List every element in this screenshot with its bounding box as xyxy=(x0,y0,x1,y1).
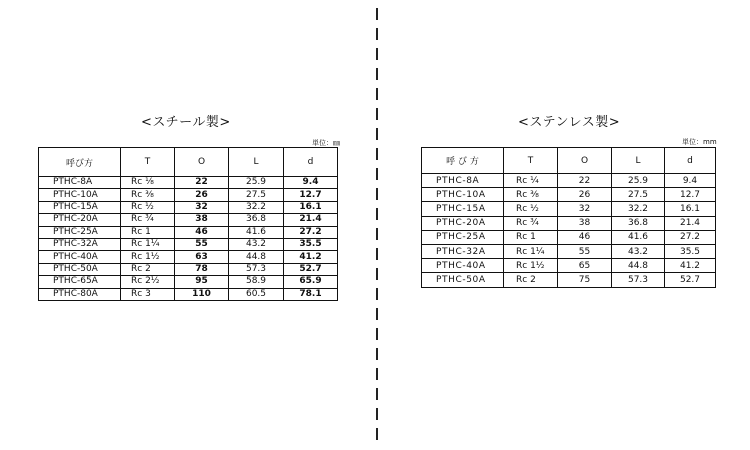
cell-d: 21.4 xyxy=(284,214,338,226)
cell-designation: PTHC-20A xyxy=(422,216,504,230)
cell-designation: PTHC-10A xyxy=(39,189,121,201)
cell-l: 58.9 xyxy=(229,276,284,288)
divider-dash xyxy=(376,8,378,20)
steel-dimension-table xyxy=(38,147,338,301)
table-row xyxy=(39,226,338,238)
header-d: d xyxy=(665,148,716,174)
table-row xyxy=(422,188,716,202)
steel-title: <スチール製> xyxy=(141,115,231,130)
table-row xyxy=(39,201,338,213)
cell-d: 27.2 xyxy=(284,226,338,238)
cell-o: 78 xyxy=(175,263,229,275)
cell-thread: Rc 2 xyxy=(121,263,175,275)
cell-o: 55 xyxy=(175,238,229,250)
table-row xyxy=(39,189,338,201)
table-row xyxy=(39,276,338,288)
divider-dash xyxy=(376,388,378,400)
header-designation: 呼 び 方 xyxy=(422,148,504,174)
divider-dash xyxy=(376,68,378,80)
header-d: d xyxy=(284,148,338,177)
cell-designation: PTHC-32A xyxy=(39,238,121,250)
cell-thread: Rc ¼ xyxy=(504,174,558,188)
cell-designation: PTHC-8A xyxy=(422,174,504,188)
divider-dash xyxy=(376,428,378,440)
cell-l: 36.8 xyxy=(612,216,665,230)
header-o: O xyxy=(175,148,229,177)
cell-thread: Rc 1 xyxy=(504,230,558,244)
cell-o: 55 xyxy=(558,244,612,258)
header-l: L xyxy=(229,148,284,177)
divider-dash xyxy=(376,108,378,120)
cell-thread: Rc ½ xyxy=(504,202,558,216)
cell-l: 27.5 xyxy=(612,188,665,202)
cell-l: 57.3 xyxy=(612,273,665,287)
cell-thread: Rc 1¼ xyxy=(121,238,175,250)
cell-designation: PTHC-50A xyxy=(39,263,121,275)
cell-designation: PTHC-80A xyxy=(39,288,121,300)
cell-d: 52.7 xyxy=(665,273,716,287)
table-row xyxy=(422,273,716,287)
cell-thread: Rc ¾ xyxy=(504,216,558,230)
divider-dash xyxy=(376,268,378,280)
cell-o: 95 xyxy=(175,276,229,288)
table-row xyxy=(39,214,338,226)
cell-designation: PTHC-65A xyxy=(39,276,121,288)
cell-designation: PTHC-40A xyxy=(422,259,504,273)
cell-thread: Rc ¾ xyxy=(121,214,175,226)
cell-l: 44.8 xyxy=(612,259,665,273)
table-row xyxy=(39,263,338,275)
stainless-dimension-table xyxy=(421,147,716,288)
table-row xyxy=(422,259,716,273)
header-o: O xyxy=(558,148,612,174)
cell-o: 63 xyxy=(175,251,229,263)
table-row xyxy=(39,238,338,250)
cell-thread: Rc ½ xyxy=(121,201,175,213)
cell-d: 41.2 xyxy=(665,259,716,273)
cell-d: 35.5 xyxy=(665,244,716,258)
cell-o: 110 xyxy=(175,288,229,300)
divider-dash xyxy=(376,328,378,340)
table-header-row xyxy=(422,148,716,174)
cell-thread: Rc 1½ xyxy=(121,251,175,263)
cell-d: 52.7 xyxy=(284,263,338,275)
center-divider xyxy=(376,8,378,444)
divider-dash xyxy=(376,148,378,160)
cell-o: 22 xyxy=(175,177,229,189)
cell-designation: PTHC-15A xyxy=(39,201,121,213)
cell-designation: PTHC-32A xyxy=(422,244,504,258)
cell-thread: Rc 2½ xyxy=(121,276,175,288)
header-l: L xyxy=(612,148,665,174)
cell-thread: Rc ⅜ xyxy=(504,188,558,202)
cell-l: 36.8 xyxy=(229,214,284,226)
divider-dash xyxy=(376,128,378,140)
table-header-row xyxy=(39,148,338,177)
table-row xyxy=(422,230,716,244)
cell-designation: PTHC-10A xyxy=(422,188,504,202)
stainless-title: <ステンレス製> xyxy=(518,115,621,130)
divider-dash xyxy=(376,288,378,300)
cell-l: 25.9 xyxy=(612,174,665,188)
cell-d: 12.7 xyxy=(665,188,716,202)
divider-dash xyxy=(376,308,378,320)
cell-d: 35.5 xyxy=(284,238,338,250)
cell-o: 38 xyxy=(175,214,229,226)
divider-dash xyxy=(376,88,378,100)
table-row xyxy=(422,202,716,216)
stainless-unit-label: 単位：mm xyxy=(682,138,717,146)
cell-l: 32.2 xyxy=(229,201,284,213)
table-row xyxy=(422,244,716,258)
cell-designation: PTHC-25A xyxy=(39,226,121,238)
header-t: T xyxy=(121,148,175,177)
cell-d: 12.7 xyxy=(284,189,338,201)
divider-dash xyxy=(376,408,378,420)
table-row xyxy=(422,216,716,230)
cell-o: 46 xyxy=(175,226,229,238)
cell-designation: PTHC-50A xyxy=(422,273,504,287)
cell-l: 43.2 xyxy=(229,238,284,250)
cell-designation: PTHC-25A xyxy=(422,230,504,244)
table-row xyxy=(39,177,338,189)
cell-l: 27.5 xyxy=(229,189,284,201)
divider-dash xyxy=(376,348,378,360)
cell-d: 16.1 xyxy=(665,202,716,216)
table-row xyxy=(39,288,338,300)
cell-l: 60.5 xyxy=(229,288,284,300)
cell-l: 57.3 xyxy=(229,263,284,275)
cell-d: 21.4 xyxy=(665,216,716,230)
cell-l: 44.8 xyxy=(229,251,284,263)
divider-dash xyxy=(376,368,378,380)
divider-dash xyxy=(376,28,378,40)
cell-o: 32 xyxy=(175,201,229,213)
table-row xyxy=(39,251,338,263)
cell-thread: Rc ⅜ xyxy=(121,189,175,201)
cell-l: 43.2 xyxy=(612,244,665,258)
header-designation: 呼び方 xyxy=(39,148,121,177)
cell-thread: Rc 1½ xyxy=(504,259,558,273)
cell-o: 32 xyxy=(558,202,612,216)
cell-designation: PTHC-15A xyxy=(422,202,504,216)
cell-d: 65.9 xyxy=(284,276,338,288)
cell-d: 9.4 xyxy=(665,174,716,188)
divider-dash xyxy=(376,248,378,260)
cell-thread: Rc 2 xyxy=(504,273,558,287)
cell-thread: Rc 1¼ xyxy=(504,244,558,258)
cell-d: 78.1 xyxy=(284,288,338,300)
cell-d: 9.4 xyxy=(284,177,338,189)
cell-d: 27.2 xyxy=(665,230,716,244)
steel-unit-label: 単位：㎜ xyxy=(312,139,340,147)
cell-o: 22 xyxy=(558,174,612,188)
cell-thread: Rc 3 xyxy=(121,288,175,300)
cell-o: 26 xyxy=(558,188,612,202)
cell-o: 38 xyxy=(558,216,612,230)
cell-thread: Rc ⅛ xyxy=(121,177,175,189)
header-t: T xyxy=(504,148,558,174)
cell-l: 41.6 xyxy=(612,230,665,244)
cell-o: 26 xyxy=(175,189,229,201)
cell-designation: PTHC-20A xyxy=(39,214,121,226)
cell-o: 46 xyxy=(558,230,612,244)
cell-d: 16.1 xyxy=(284,201,338,213)
table-row xyxy=(422,174,716,188)
divider-dash xyxy=(376,208,378,220)
cell-designation: PTHC-8A xyxy=(39,177,121,189)
divider-dash xyxy=(376,188,378,200)
cell-l: 32.2 xyxy=(612,202,665,216)
cell-o: 65 xyxy=(558,259,612,273)
cell-designation: PTHC-40A xyxy=(39,251,121,263)
divider-dash xyxy=(376,168,378,180)
divider-dash xyxy=(376,48,378,60)
cell-thread: Rc 1 xyxy=(121,226,175,238)
cell-l: 41.6 xyxy=(229,226,284,238)
cell-l: 25.9 xyxy=(229,177,284,189)
cell-d: 41.2 xyxy=(284,251,338,263)
divider-dash xyxy=(376,228,378,240)
cell-o: 75 xyxy=(558,273,612,287)
